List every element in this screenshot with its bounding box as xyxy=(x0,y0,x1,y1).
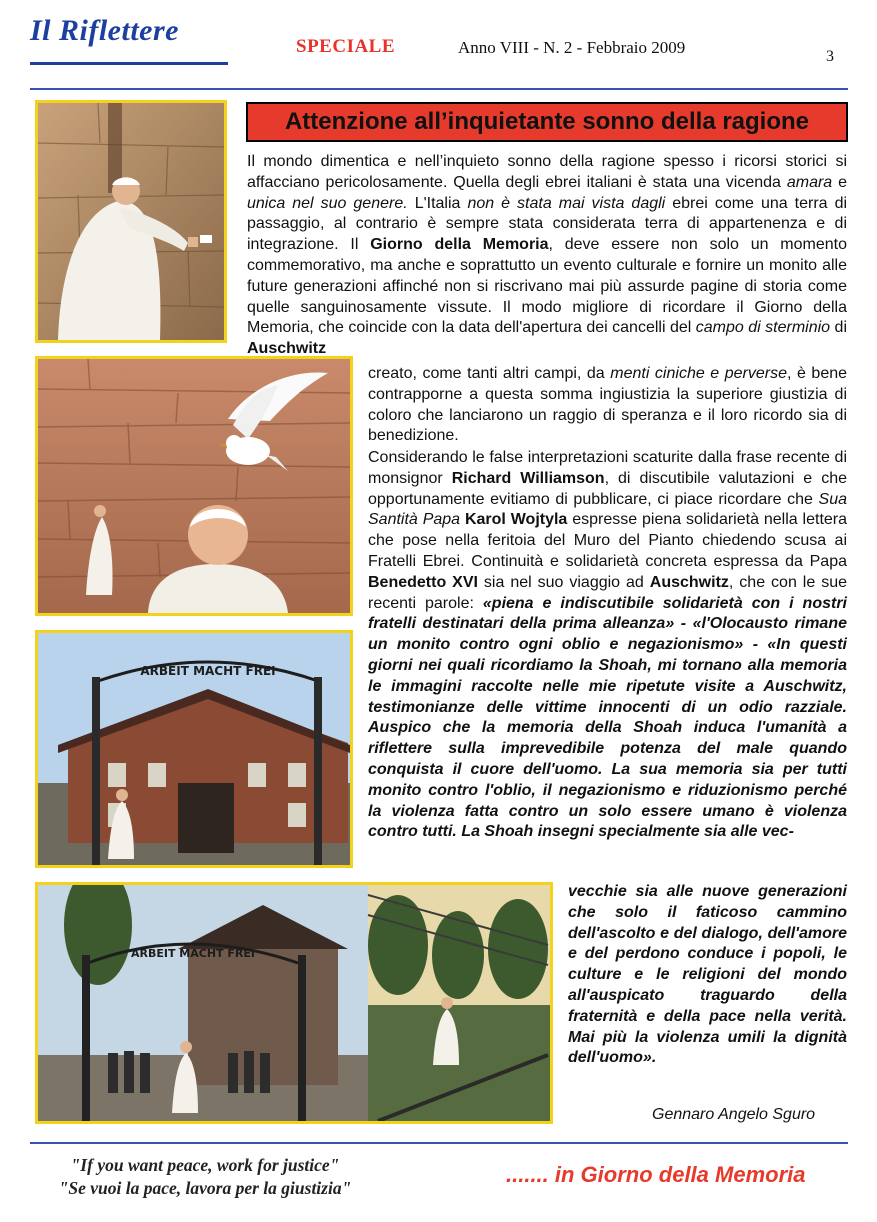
photo-pope-western-wall xyxy=(35,100,227,343)
header-divider xyxy=(30,88,848,90)
photo-auschwitz-gate xyxy=(35,630,353,868)
text-run: Considerando le false interpretazioni scaturite dalla frase recente di monsignor xyxy=(368,449,847,487)
logo-underline xyxy=(30,62,228,65)
text-run: vecchie sia alle nuove generazioni che solo il faticoso cammino dell'ascolto e del dialogo, dell'amore e del perdono conduce i popoli, le culture e le religioni del mondo all'auspicato traguardo della fraternità e della pace nella verità. Mai più la violenza umili la dignità dell'uomo». xyxy=(568,883,847,1067)
text-run: menti ciniche e perverse xyxy=(610,365,787,382)
text-run: Sua Santità Papa xyxy=(368,490,847,529)
text-run: «piena e indiscutibile solidarietà con i nostri fratelli destinatari della prima alleanza» - «l'Olocausto rimane un monito contro ogni oblio e negazionismo» - «In questi giorni nei quali ricordiamo la Shoah, mi tornano alla memoria le immagini raccolte nelle mie ripetute visite a Auschwitz, testimonianze delle vittime innocenti di un odio razziale. Auspico che la memoria della Shoah induca l'umanità a riflettere sulla imprevedibile potenza del male quando conquista il cuore dell'uomo. La sua memoria sia per tutti monito contro l'oblio, il negazionismo e riduzionismo perché la violenza fatta contro un solo essere umano è violenza contro tutti. La Shoah insegni specialmente sia alle vec- xyxy=(368,594,847,841)
photo-auschwitz-visit-collage xyxy=(35,882,553,1124)
text-run: e xyxy=(832,173,847,191)
text-run: , che con le sue recenti parole: xyxy=(368,573,847,612)
article-paragraph-4 xyxy=(568,882,847,1069)
text-run: di xyxy=(830,319,848,337)
text-run: Auschwitz xyxy=(649,573,729,591)
gate-sign-text: ARBEIT MACHT FREI xyxy=(140,664,276,678)
text-run: campo di sterminio xyxy=(695,319,831,337)
text-run: creato, come tanti altri campi, da xyxy=(368,365,611,382)
auschwitz-gate-photo-icon xyxy=(38,633,350,865)
footer-tagline: ....... in Giorno della Memoria xyxy=(506,1162,806,1187)
text-run: Richard Williamson xyxy=(451,469,605,487)
article-paragraph-1 xyxy=(247,152,847,360)
gate-sign-text-2: ARBEIT MACHT FREI xyxy=(131,947,255,960)
text-run: sia nel suo viaggio ad xyxy=(477,573,650,591)
issue-info: Anno VIII - N. 2 - Febbraio 2009 xyxy=(458,38,686,57)
publication-logo: Il Riflettere xyxy=(30,14,179,47)
photo-dove-and-pope xyxy=(35,356,353,616)
article-paragraph-3 xyxy=(368,448,847,843)
text-run: espresse piena solidarietà nella lettera che pose nella feritoia del Muro del Pianto chiedendo scusa ai Fratelli Ebrei. Continuità e solidarietà concreta espressa da Papa xyxy=(368,511,848,570)
author-signature: Gennaro Angelo Sguro xyxy=(652,1106,816,1123)
pope-at-western-wall-photo-icon xyxy=(38,103,224,340)
footer-divider xyxy=(30,1142,848,1144)
article-headline: Attenzione all’inquietante sonno della ragione xyxy=(246,102,848,142)
text-run: , è bene contrapporne a questa somma ingiustizia la superiore giustizia di coloro che lanciarono un raggio di speranza e il loro ricordo sia di benedizione. xyxy=(368,365,848,445)
page-number: 3 xyxy=(826,48,834,65)
text-run: Benedetto XVI xyxy=(368,573,478,591)
section-label: SPECIALE xyxy=(296,36,396,57)
text-run: non è stata mai vista dagli xyxy=(467,194,666,212)
article-paragraph-2 xyxy=(368,364,847,447)
text-run: Auschwitz xyxy=(247,340,327,358)
text-run: unica nel suo genere. xyxy=(247,194,408,212)
auschwitz-visit-collage-photo-icon xyxy=(38,885,550,1121)
motto-italian: "Se vuoi la pace, lavora per la giustizia" xyxy=(58,1178,352,1198)
text-run: Il mondo dimentica e nell’inquieto sonno della ragione spesso i ricorsi storici si affacciano pericolosamente. Quella degli ebrei italiani è stata una vicenda xyxy=(247,153,847,191)
text-run: , di discutibile valutazioni e che opportunamente evitiamo di pubblicare, ci piace ricordare che xyxy=(368,469,847,508)
dove-over-wall-with-pope-photo-icon xyxy=(38,359,350,613)
text-run: amara xyxy=(786,173,833,191)
motto-english: "If you want peace, work for justice" xyxy=(70,1155,340,1175)
text-run: ebrei come una terra di passaggio, al contrario è sempre stata considerata terra di appartenenza e di integrazione. Il xyxy=(247,194,848,254)
text-run: Giorno della Memoria xyxy=(370,236,549,254)
text-run: L'Italia xyxy=(407,194,468,212)
text-run: , deve essere non solo un momento commemorativo, ma anche e soprattutto un evento culturale e fornire un monito alle future generazioni affinché non si riscrivano mai più assurde pagine di storia come quelle sanguinosamente vissute. Il modo migliore di ricordare il Giorno della Memoria, che coincide con la data dell'apertura dei cancelli del xyxy=(247,236,847,337)
footer-motto xyxy=(30,1154,380,1200)
text-run: Karol Wojtyla xyxy=(464,511,568,529)
